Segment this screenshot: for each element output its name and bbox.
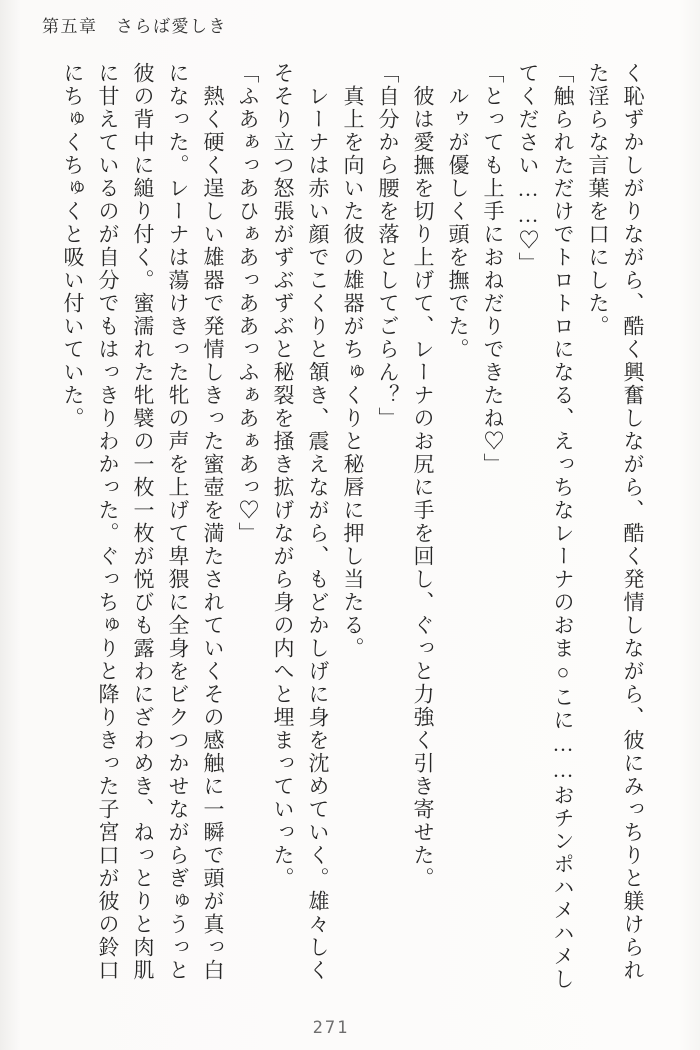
chapter-header: 第五章 さらば愛しき: [42, 17, 227, 36]
paragraph: ルゥが優しく頭を撫でた。: [446, 85, 470, 361]
paragraph: 彼は愛撫を切り上げて、レーナのお尻に手を回し、ぐっと力強く引き寄せた。: [411, 85, 435, 890]
paragraph-dialogue: 「ふあぁっあひぁあっああっふぁあぁあっ♡」: [236, 62, 260, 545]
paragraph: 真上を向いた彼の雄器がちゅくりと秘唇に押し当たる。: [341, 85, 365, 660]
paragraph-dialogue: 「触られただけでトロトロになる、えっちなレーナのおま○こに……おチンポハメハメしてください……♡」: [516, 62, 575, 991]
paragraph: く恥ずかしがりながら、酷く興奮しながら、酷く発情しながら、彼にみっちりと躾けられた淫らな言葉を口にした。: [586, 62, 645, 982]
paragraph-dialogue: 「自分から腰を落としてごらん？」: [376, 62, 400, 430]
paragraph-dialogue: 「とっても上手におねだりできたね♡」: [481, 62, 505, 476]
page-number: 271: [312, 1018, 350, 1038]
paragraph: 熱く硬く逞しい雄器で発情しきった蜜壺を満たされていくその感触に一瞬で頭が真っ白になった。レーナは蕩けきった牝の声を上げて卑猥に全身をビクつかせながらぎゅうっと彼の背中に縋り付く。蜜濡れた牝襞の一枚一枚が悦びも露わにざわめき、ねっとりと肉肌に甘えているのが自分でもはっきりわかった。ぐっちゅりと降りきった子宮口が彼の鈴口にちゅくちゅくと吸い付いていた。: [61, 62, 225, 982]
page-body: [55, 62, 650, 992]
paragraph: レーナは赤い顔でこくりと頷き、震えながら、もどかしげに身を沈めていく。雄々しくそそり立つ怒張がずぶずぶと秘裂を掻き拡げながら身の内へと埋まっていった。: [271, 62, 330, 982]
